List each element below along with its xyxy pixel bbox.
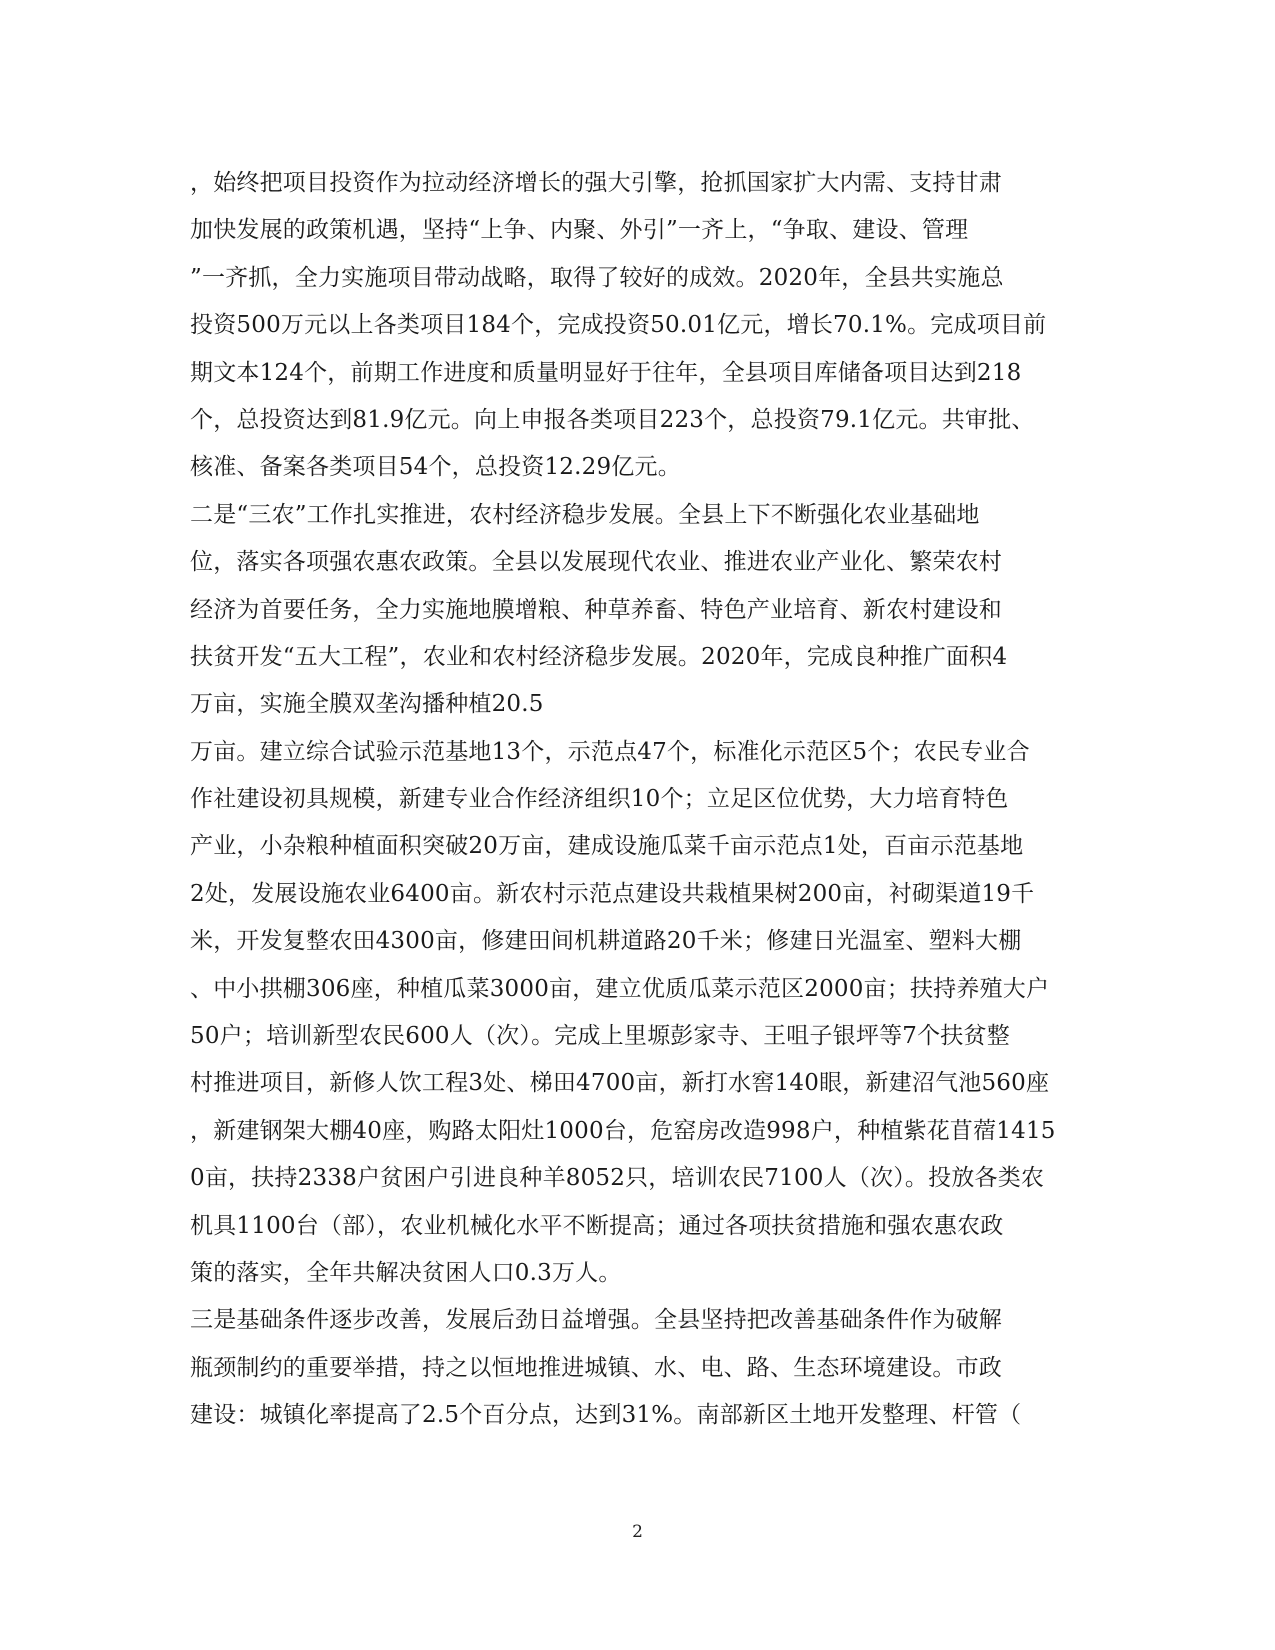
text-line: 万亩。建立综合试验示范基地13个，示范点47个，标准化示范区5个；农民专业合: [190, 738, 1030, 765]
text-line: 二是“三农”工作扎实推进，农村经济稳步发展。全县上下不断强化农业基础地: [190, 501, 980, 528]
text-line: 三是基础条件逐步改善，发展后劲日益增强。全县坚持把改善基础条件作为破解: [190, 1307, 1002, 1334]
text-line: 加快发展的政策机遇，坚持“上争、内聚、外引”一齐上，“争取、建设、管理: [190, 217, 969, 244]
text-line: 期文本124个，前期工作进度和质量明显好于往年，全县项目库储备项目达到218: [190, 359, 1022, 386]
text-line: 作社建设初具规模，新建专业合作经济组织10个；立足区位优势，大力培育特色: [190, 786, 1009, 813]
text-line: ，新建钢架大棚40座，购路太阳灶1000台，危窑房改造998户，种植紫花苜蓿1415: [190, 1117, 1056, 1144]
text-line: 0亩，扶持2338户贫困户引进良种羊8052只，培训农民7100人（次）。投放各类农: [190, 1165, 1045, 1192]
text-line: 策的落实，全年共解决贫困人口0.3万人。: [190, 1259, 622, 1286]
text-line: 米，开发复整农田4300亩，修建田间机耕道路20千米；修建日光温室、塑料大棚: [190, 928, 1022, 955]
text-line: 投资500万元以上各类项目184个，完成投资50.01亿元，增长70.1%。完成项目前: [190, 312, 1047, 339]
text-line: 个，总投资达到81.9亿元。向上申报各类项目223个，总投资79.1亿元。共审批、: [190, 406, 1035, 433]
text-line: 万亩，实施全膜双垄沟播种植20.5: [190, 691, 544, 718]
text-line: 2处，发展设施农业6400亩。新农村示范点建设共栽植果树200亩，衬砌渠道19千: [190, 880, 1035, 907]
text-line: ”一齐抓，全力实施项目带动战略，取得了较好的成效。2020年，全县共实施总: [190, 264, 1004, 291]
text-line: 机具1100台（部），农业机械化水平不断提高；通过各项扶贫措施和强农惠农政: [190, 1212, 1004, 1239]
text-line: 扶贫开发“五大工程”，农业和农村经济稳步发展。2020年，完成良种推广面积4: [190, 643, 1008, 670]
text-line: 、中小拱棚306座，种植瓜菜3000亩，建立优质瓜菜示范区2000亩；扶持养殖大户: [190, 975, 1050, 1002]
page-number: 2: [632, 1522, 643, 1542]
text-line: 50户；培训新型农民600人（次）。完成上里塬彭家寺、王咀子银坪等7个扶贫整: [190, 1023, 1010, 1050]
text-line: 产业，小杂粮种植面积突破20万亩，建成设施瓜菜千亩示范点1处，百亩示范基地: [190, 833, 1024, 860]
text-line: 核准、备案各类项目54个，总投资12.29亿元。: [190, 454, 681, 481]
text-line: 位，落实各项强农惠农政策。全县以发展现代农业、推进农业产业化、繁荣农村: [190, 549, 1002, 576]
text-line: 瓶颈制约的重要举措，持之以恒地推进城镇、水、电、路、生态环境建设。市政: [190, 1354, 1002, 1381]
text-line: 村推进项目，新修人饮工程3处、梯田4700亩，新打水窖140眼，新建沼气池560座: [190, 1070, 1050, 1097]
document-body: [190, 160, 1090, 1440]
text-line: 建设：城镇化率提高了2.5个百分点，达到31%。南部新区土地开发整理、杆管（: [190, 1402, 1022, 1429]
text-line: ，始终把项目投资作为拉动经济增长的强大引擎，抢抓国家扩大内需、支持甘肃: [190, 170, 1002, 196]
text-line: 经济为首要任务，全力实施地膜增粮、种草养畜、特色产业培育、新农村建设和: [190, 596, 1002, 623]
